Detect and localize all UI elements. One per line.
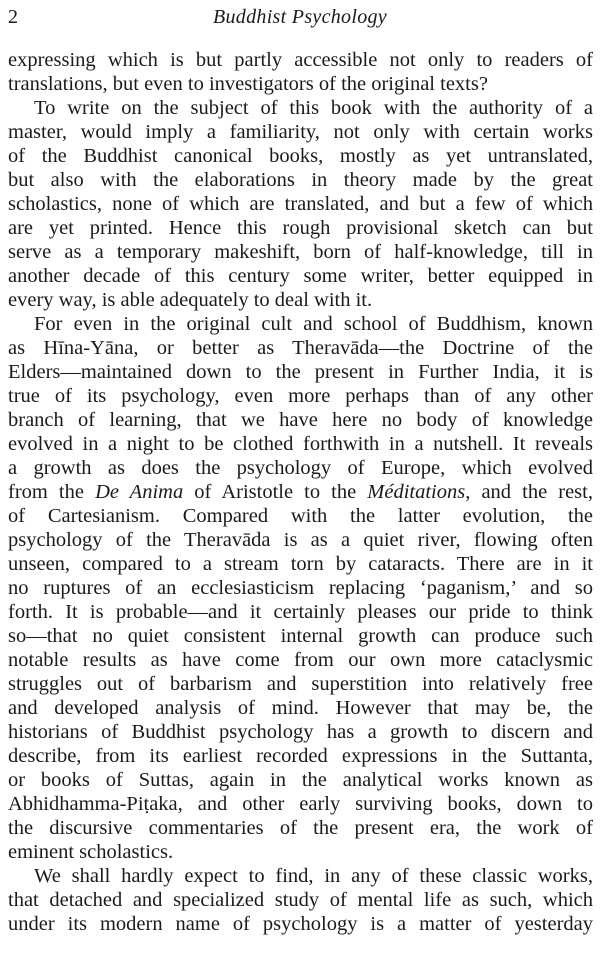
text-line: of the Buddhist canonical books, mostly as yet untranslated, [8, 145, 593, 167]
text-line: master, would imply a familiarity, not only with certain works [8, 121, 593, 143]
text-line: unseen, compared to a stream torn by cataracts. There are in it [8, 553, 593, 575]
text-line: eminent scholastics. [8, 841, 174, 863]
text-fragment: , and the rest, [465, 481, 593, 503]
paragraph-authority [8, 96, 593, 312]
text-line: scholastics, none of which are translated, and but a few of which [8, 193, 593, 215]
paragraph-classic-works [8, 864, 593, 936]
text-line: We shall hardly expect to find, in any of these classic works, [34, 865, 593, 887]
text-line: notable results as have come from our own more cataclysmic [8, 649, 593, 671]
text-line: but also with the elaborations in theory made by the great [8, 169, 593, 191]
text-line: as Hīna-Yāna, or better as Theravāda—the Doctrine of the [8, 337, 593, 359]
text-fragment: from the [8, 481, 96, 503]
text-line: are yet printed. Hence this rough provisional sketch can but [8, 217, 593, 239]
text-line: and developed analysis of mind. However that may be, the [8, 697, 593, 719]
text-line: that detached and specialized study of mental life as such, which [8, 889, 593, 911]
text-line: of Cartesianism. Compared with the latter evolution, the [8, 505, 593, 527]
text-line: or books of Suttas, again in the analytical works known as [8, 769, 593, 791]
text-line: serve as a temporary makeshift, born of half-knowledge, till in [8, 241, 593, 263]
running-title: Buddhist Psychology [212, 6, 387, 28]
paragraph-theravada [8, 312, 593, 864]
text-line: evolved in a night to be clothed forthwith in a nutshell. It reveals [8, 433, 593, 455]
page-number: 2 [8, 6, 18, 28]
text-line: another decade of this century some writer, better equipped in [8, 265, 593, 287]
text-line: describe, from its earliest recorded expressions in the Suttanta, [8, 745, 593, 767]
text-line: historians of Buddhist psychology has a growth to discern and [8, 721, 593, 743]
text-line: the discursive commentaries of the present era, the work of [8, 817, 593, 839]
text-line: psychology of the Theravāda is as a quiet river, flowing often [8, 529, 593, 551]
text-line: struggles out of barbarism and superstition into relatively free [8, 673, 593, 695]
text-line: under its modern name of psychology is a matter of yesterday [8, 913, 593, 935]
text-line: forth. It is probable—and it certainly pleases our pride to think [8, 601, 593, 623]
text-line: every way, is able adequately to deal with it. [8, 289, 373, 311]
text-line: Elders—maintained down to the present in Further India, it is [8, 361, 593, 383]
page-header [8, 4, 592, 30]
italic-title-de-anima: De Anima [95, 481, 184, 503]
text-line: true of its psychology, even more perhaps than of any other [8, 385, 593, 407]
body-text [8, 48, 593, 936]
text-line: a growth as does the psychology of Europe, which evolved [8, 457, 593, 479]
text-line: For even in the original cult and school of Buddhism, known [34, 313, 593, 335]
text-line-with-italics [8, 480, 593, 504]
italic-title-meditations: Méditations [367, 481, 466, 503]
text-line: so—that no quiet consistent internal growth can produce such [8, 625, 593, 647]
text-fragment: of Aristotle to the [183, 481, 368, 503]
text-line: Abhidhamma-Piṭaka, and other early surviving books, down to [8, 793, 593, 815]
text-line: branch of learning, that we have here no body of knowledge [8, 409, 593, 431]
text-line: translations, but even to investigators of the original texts? [8, 73, 488, 95]
text-line: expressing which is but partly accessible not only to readers of [8, 49, 593, 71]
text-line: no ruptures of an ecclesiasticism replacing ‘paganism,’ and so [8, 577, 593, 599]
paragraph-continuation [8, 48, 593, 96]
text-line: To write on the subject of this book with the authority of a [34, 97, 593, 119]
